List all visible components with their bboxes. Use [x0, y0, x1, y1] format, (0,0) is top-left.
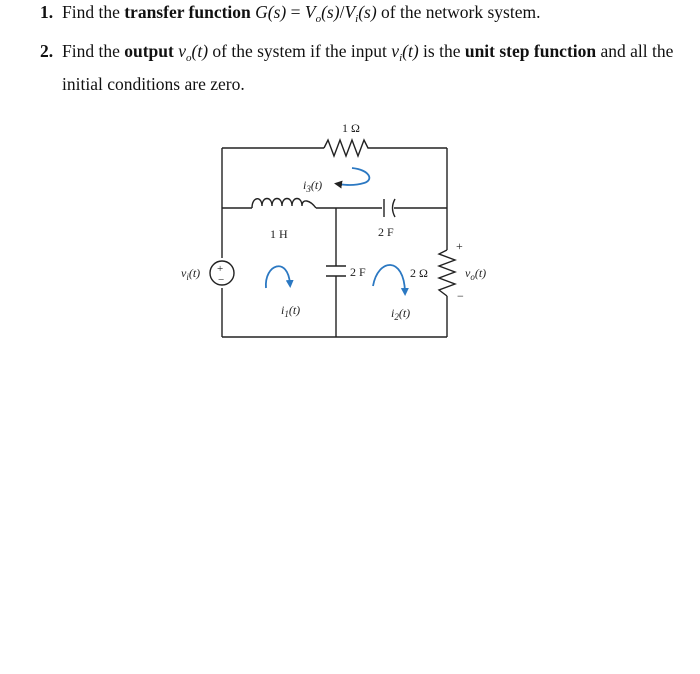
resistor-2ohm [439, 250, 455, 296]
q2-sub-i: i [399, 52, 403, 64]
current-i2-label: $i_2(t)$ [391, 306, 411, 322]
question-2-number: 2. [40, 41, 54, 61]
q2-mid-text: of the system if the input [208, 41, 392, 61]
q1-tail-text: of the network system. [376, 2, 541, 22]
q1-sub-i: i [355, 13, 359, 25]
capacitor-mid-label: 2 F [350, 265, 366, 279]
source-voltage-label: $v_i(t)$ [181, 266, 201, 282]
q2-bold-output: output [124, 41, 174, 61]
q1-sub-o: o [315, 13, 322, 25]
q2-tail-text: and all the initial conditions are zero. [62, 41, 674, 94]
q1-lead-text: Find the [62, 2, 125, 22]
q2-math-t: (t) [191, 41, 209, 61]
source-minus-sign: − [218, 274, 225, 286]
resistor-1ohm [324, 140, 372, 156]
q1-bold-text: transfer function [124, 2, 251, 22]
capacitor-top-label: 2 F [378, 225, 394, 239]
q1-equals: = [286, 2, 305, 22]
question-1-number: 1. [40, 2, 54, 22]
q2-bold-step: unit step function [464, 41, 597, 61]
resistor-2ohm-label: 2 Ω [410, 266, 428, 280]
q1-math-G: G [255, 2, 268, 22]
output-plus-sign: + [456, 239, 463, 253]
inductor-1H [252, 199, 316, 209]
q2-math-vi: v [391, 41, 400, 61]
q1-math-Vo: V [304, 2, 316, 22]
q2-math-vo: v [178, 41, 186, 61]
q1-math-s2: (s) [321, 2, 340, 22]
source-plus-sign: + [217, 263, 224, 275]
q1-math-Vi: V [344, 2, 356, 22]
q2-sub-o: o [186, 52, 192, 64]
output-minus-sign: − [457, 289, 464, 303]
loop-current-i2-arrow [373, 265, 405, 292]
circuit-wires [222, 148, 447, 337]
q1-math-s1: (s) [267, 2, 287, 22]
q2-mid2-text: is the [418, 41, 465, 61]
current-i3-label: $i_3(t)$ [303, 178, 323, 194]
q1-math-s3: (s) [358, 2, 377, 22]
loop-current-i3-arrow [338, 168, 369, 185]
resistor-1ohm-label: 1 Ω [342, 121, 360, 135]
q2-math-ti: (t) [402, 41, 419, 61]
inductor-1H-label: 1 H [270, 227, 288, 241]
q2-lead-text: Find the [62, 41, 125, 61]
q1-slash: / [339, 2, 345, 22]
loop-current-i1-arrow [266, 266, 290, 288]
current-i1-label: $i_1(t)$ [281, 303, 301, 319]
output-voltage-label: $v_o(t)$ [465, 266, 487, 282]
